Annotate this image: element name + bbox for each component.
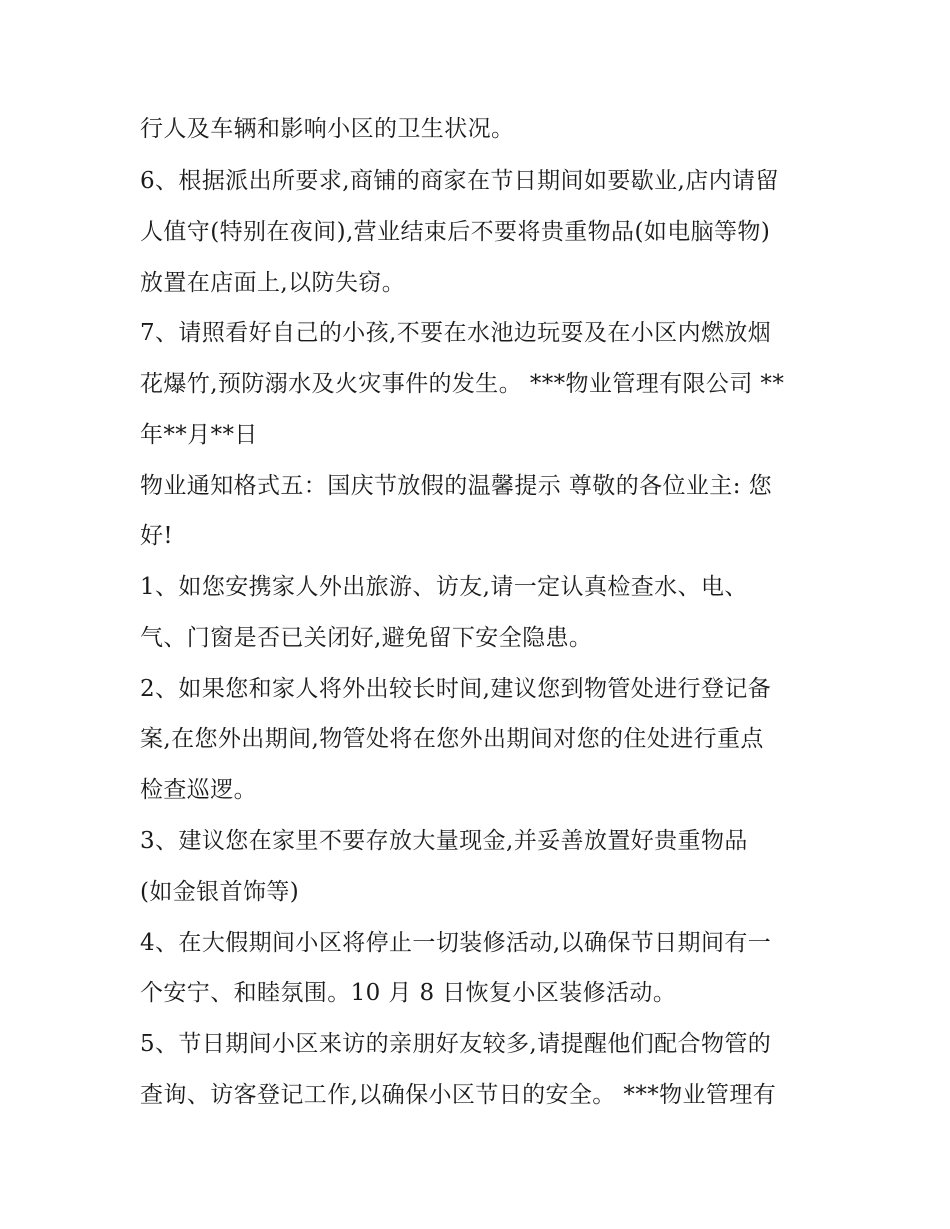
text-line: (如金银首饰等) — [140, 879, 300, 905]
text-line: 6、根据派出所要求,商铺的商家在节日期间如要歇业,店内请留 — [140, 168, 779, 194]
text-line: 检查巡逻。 — [140, 777, 257, 803]
text-line: 案,在您外出期间,物管处将在您外出期间对您的住处进行重点 — [140, 726, 764, 752]
text-line: 花爆竹,预防溺水及火灾事件的发生。 ***物业管理有限公司 ** — [140, 371, 785, 397]
text-line: 好! — [140, 523, 174, 549]
text-line: 人值守(特别在夜间),营业结束后不要将贵重物品(如电脑等物) — [140, 219, 771, 245]
text-line: 放置在店面上,以防失窃。 — [140, 270, 406, 296]
text-line: 1、如您安携家人外出旅游、访友,请一定认真检查水、电、 — [140, 574, 748, 600]
text-line: 行人及车辆和影响小区的卫生状况。 — [140, 116, 515, 142]
text-line: 5、节日期间小区来访的亲朋好友较多,请提醒他们配合物管的 — [140, 1031, 772, 1057]
text-line: 个安宁、和睦氛围。10 月 8 日恢复小区装修活动。 — [140, 980, 677, 1006]
text-line: 年**月**日 — [140, 422, 258, 448]
text-line: 2、如果您和家人将外出较长时间,建议您到物管处进行登记备 — [140, 676, 772, 702]
text-line: 查询、访客登记工作,以确保小区节日的安全。 ***物业管理有 — [140, 1082, 777, 1108]
text-line: 3、建议您在家里不要存放大量现金,并妥善放置好贵重物品 — [140, 828, 748, 854]
text-line: 4、在大假期间小区将停止一切装修活动,以确保节日期间有一 — [140, 930, 772, 956]
text-line: 气、门窗是否已关闭好,避免留下安全隐患。 — [140, 625, 593, 651]
text-line: 7、请照看好自己的小孩,不要在水池边玩耍及在小区内燃放烟 — [140, 320, 772, 346]
section-heading-line: 物业通知格式五：国庆节放假的温馨提示 尊敬的各位业主: 您 — [140, 473, 772, 499]
